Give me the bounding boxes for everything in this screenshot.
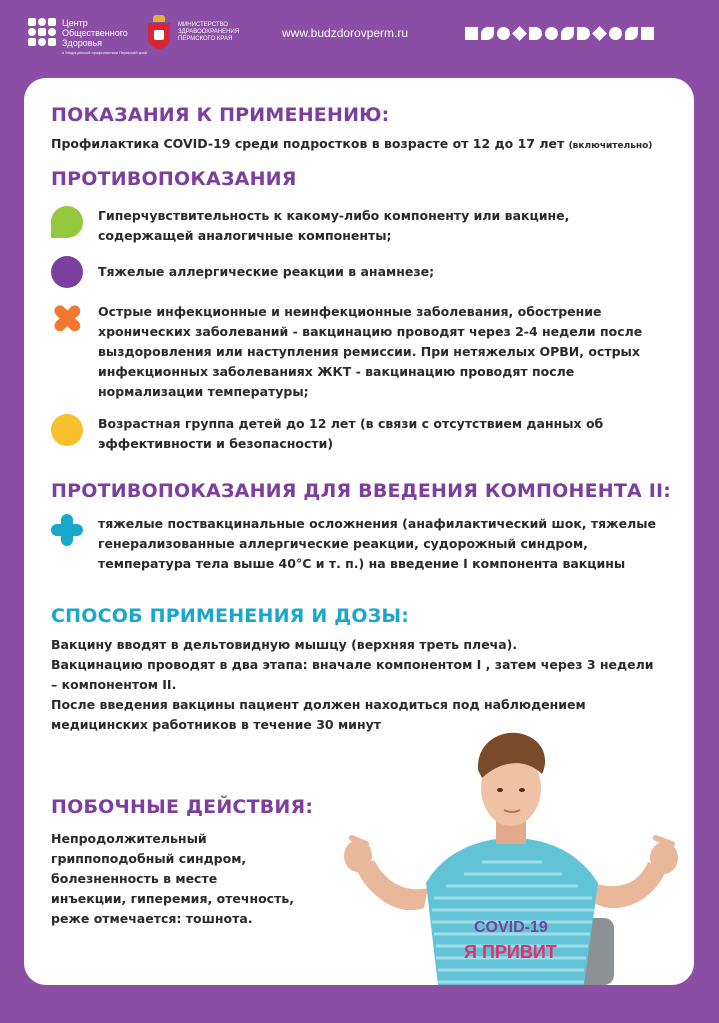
diamond-shape-icon [512,26,527,41]
component2-text: тяжелые поствакцинальные осложнения (анафилактический шок, тяжелые [98,516,657,531]
side-effects-title: ПОБОЧНЫЕ ДЕЙСТВИЯ: [51,796,314,818]
org-subtitle: и Медицинской профилактики Пермский край [62,50,148,55]
half-round-shape-icon [529,27,542,40]
side-effects-line: Непродолжительный [51,831,207,846]
ministry-logo[interactable] [148,15,239,49]
orange-cross-icon [44,295,89,340]
contraindication-item [51,206,569,246]
ministry-name-line2: ЗДРАВООХРАНЕНИЯ [178,28,240,35]
content-card [24,78,694,985]
usage-line: – компонентом II. [51,677,177,692]
purple-circle-icon [51,256,83,288]
square-shape-icon [641,27,654,40]
component2-item [51,514,656,574]
contraindication-text: эффективности и безопасности) [98,436,334,451]
ministry-name-line1: МИНИСТЕРСТВО [178,21,228,28]
green-leaf-icon [51,206,83,238]
square-shape-icon [465,27,478,40]
usage-line: Вакцину вводят в дельтовидную мышцу (верхняя треть плеча). [51,637,518,652]
half-round-shape-icon [577,27,590,40]
contraindication-text: нормализации температуры; [98,384,309,399]
contraindications-title: ПРОТИВОПОКАЗАНИЯ [51,168,297,190]
component2-title: ПРОТИВОПОКАЗАНИЯ ДЛЯ ВВЕДЕНИЯ КОМПОНЕНТА II: [51,480,672,502]
side-effects-line: инъекции, гиперемия, отечность, [51,891,294,906]
org-name-line3: Здоровья [62,38,103,48]
contraindication-text: хронических заболеваний - вакцинацию проводят через 2-4 недели после [98,324,643,339]
public-health-center-logo[interactable] [28,18,147,55]
contraindication-text: инфекционных заболеваниях ЖКТ - вакцинацию проводят после [98,364,575,379]
decorative-shapes [465,27,654,40]
website-link[interactable]: www.budzdorovperm.ru [282,26,409,40]
logo-grid-icon [28,18,56,46]
circle-shape-icon [545,27,558,40]
perm-coat-of-arms-icon [148,15,170,49]
indications-main: Профилактика COVID-19 среди подростков в возрасте от 12 до 17 лет [51,136,565,151]
contraindication-item [51,302,642,402]
leaf-shape-icon [561,27,574,40]
side-effects-line: болезненность в месте [51,871,218,886]
contraindication-text: выздоровления или наступления ремиссии. При нетяжелых ОРВИ, острых [98,344,640,359]
indications-note: (включительно) [568,141,653,151]
usage-line: После введения вакцины пациент должен находиться под наблюдением [51,697,586,712]
contraindication-text: Острые инфекционные и неинфекционные заболевания, обострение [98,304,602,319]
diamond-shape-icon [592,26,607,41]
org-name-line1: Центр [62,18,88,28]
indications-text [51,134,652,156]
usage-line: Вакцинацию проводят в два этапа: вначале компонентом I , затем через 3 недели [51,657,654,672]
usage-title: СПОСОБ ПРИМЕНЕНИЯ И ДОЗЫ: [51,605,410,627]
contraindication-item [51,414,603,454]
contraindication-text: содержащей аналогичные компоненты; [98,228,392,243]
side-effects-line: реже отмечается: тошнота. [51,911,253,926]
ministry-name-line3: ПЕРМСКОГО КРАЯ [178,35,233,42]
blue-plus-icon [51,514,83,546]
contraindication-item [51,256,434,288]
circle-shape-icon [609,27,622,40]
leaf-shape-icon [625,27,638,40]
usage-line: медицинских работников в течение 30 минут [51,717,381,732]
indications-title: ПОКАЗАНИЯ К ПРИМЕНЕНИЮ: [51,104,390,126]
component2-text: генерализованные аллергические реакции, судорожный синдром, [98,536,588,551]
contraindication-text: Возрастная группа детей до 12 лет (в связи с отсутствием данных об [98,416,604,431]
shirt-text-covid: COVID-19 [474,919,548,936]
component2-text: температура тела выше 40°С и т. п.) на введение I компонента вакцины [98,556,626,571]
contraindication-text: Тяжелые аллергические реакции в анамнезе; [98,264,435,279]
org-name-line2: Общественного [62,28,128,38]
yellow-circle-icon [51,414,83,446]
side-effects-line: гриппоподобный синдром, [51,851,247,866]
side-effects-text [51,829,294,929]
leaf-shape-icon [481,27,494,40]
vaccinated-teen-illustration [316,718,694,985]
contraindication-text: Гиперчувствительность к какому-либо компоненту или вакцине, [98,208,570,223]
shirt-text-vaccinated: Я ПРИВИТ [464,942,557,962]
header [0,0,719,75]
circle-shape-icon [497,27,510,40]
